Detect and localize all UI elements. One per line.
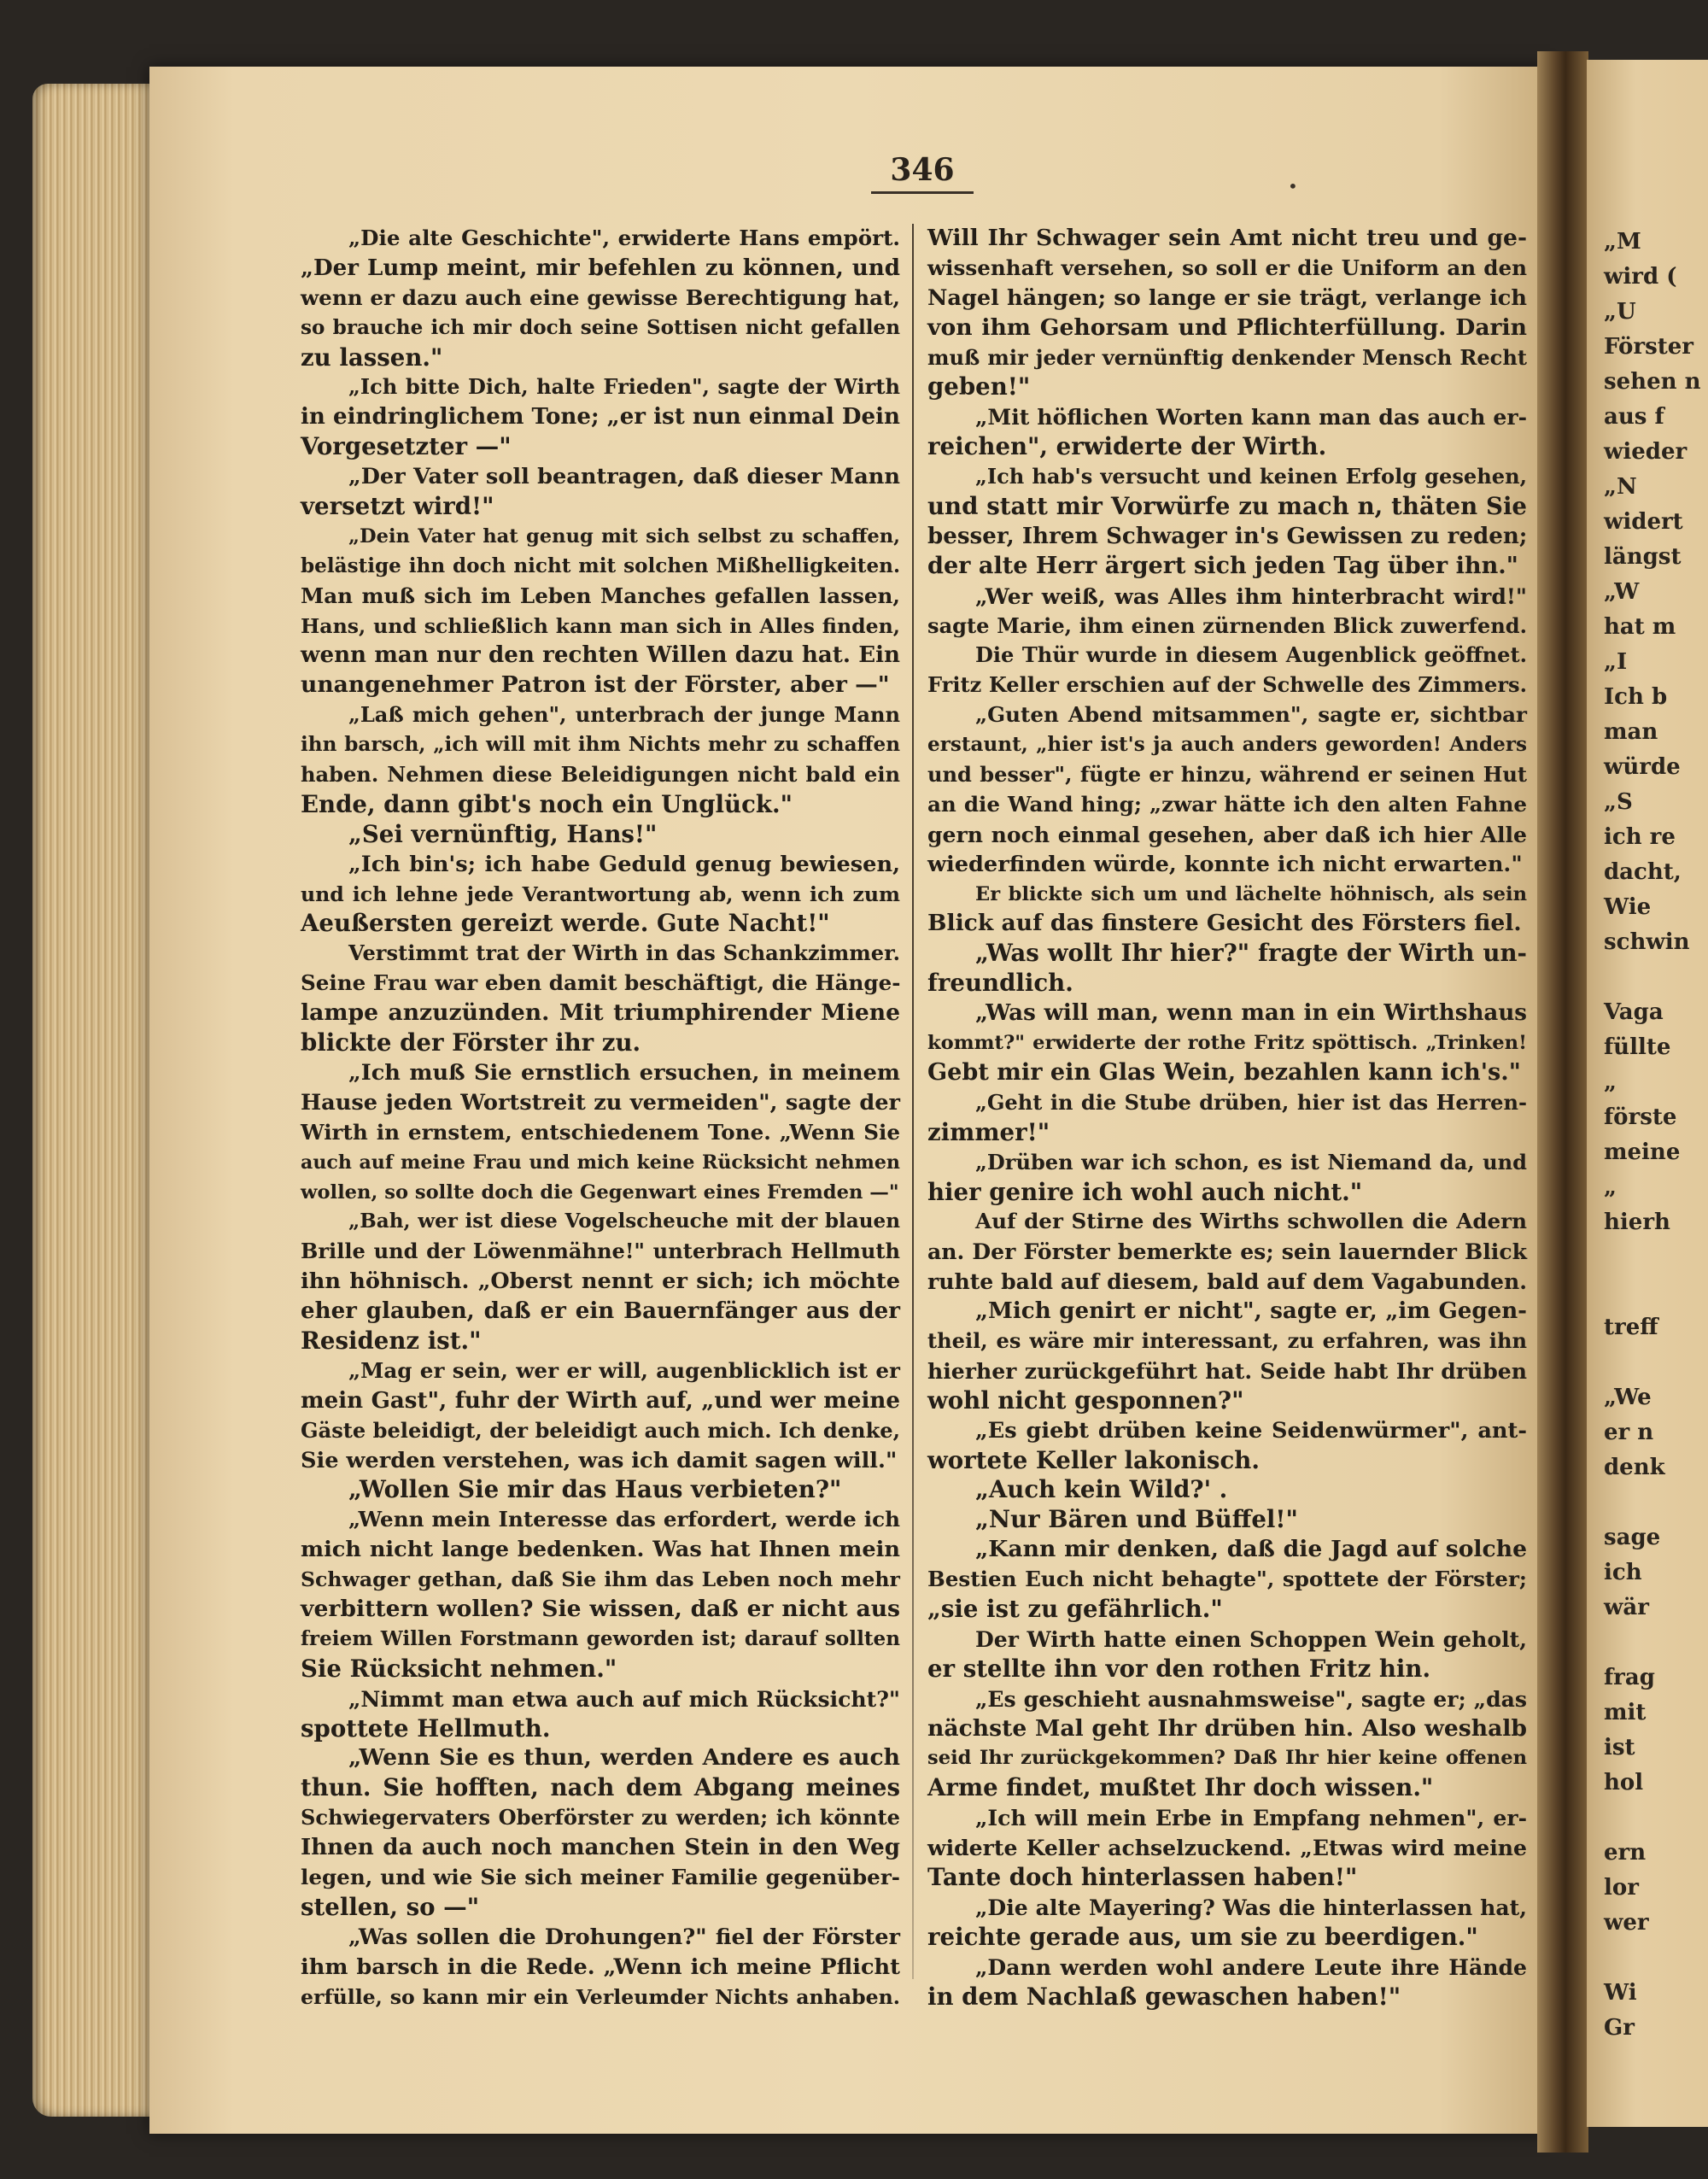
text-line: „sie ist zu gefährlich." [927, 1594, 1223, 1623]
adjacent-page-fragment: Vaga [1604, 999, 1664, 1025]
text-line: stellen, so —" [301, 1892, 480, 1921]
adjacent-page-fragment: „M [1604, 229, 1641, 255]
adjacent-page-fragment: „N [1604, 474, 1637, 500]
text-line: reichte gerade aus, um sie zu beerdigen." [927, 1922, 1478, 1951]
adjacent-page-fragment: hol [1604, 1770, 1644, 1795]
text-line: Will Ihr Schwager sein Amt nicht treu und ge- [927, 225, 1527, 251]
text-line: wenn er dazu auch eine gewisse Berechtigung hat, [301, 284, 900, 310]
text-line: versetzt wird!" [301, 492, 494, 521]
text-line: „Bah, wer ist diese Vogelscheuche mit der blauen [348, 1210, 900, 1233]
text-line: verbittern wollen? Sie wissen, daß er nicht aus [301, 1595, 900, 1622]
text-line: Ihnen da auch noch manchen Stein in den Weg [301, 1834, 900, 1861]
text-line: muß mir jeder vernünftig denkender Mensch Recht [927, 344, 1527, 370]
text-line: Bestien Euch nicht behagte", spottete der Förster; [927, 1567, 1527, 1592]
text-line: wissenhaft versehen, so soll er die Uniform an den [927, 255, 1527, 280]
text-line: hierher zurückgeführt hat. Seide habt Ihr drüben [927, 1357, 1527, 1384]
text-column-right [927, 224, 1527, 2012]
text-line: Arme findet, mußtet Ihr doch wissen." [927, 1773, 1434, 1802]
text-line: besser, Ihrem Schwager in's Gewissen zu reden; [927, 522, 1528, 549]
adjacent-page-fragment: ern [1604, 1840, 1647, 1866]
adjacent-page-fragment: Förster [1604, 334, 1693, 360]
text-line: „Laß mich gehen", unterbrach der junge Mann [348, 702, 900, 728]
adjacent-page-fragment: ich re [1604, 824, 1676, 850]
text-line: und besser", fügte er hinzu, während er seinen Hut [927, 762, 1527, 788]
adjacent-page-fragment: „W [1604, 579, 1640, 605]
text-line: gern noch einmal gesehen, aber daß ich hier Alle [927, 821, 1527, 847]
print-mark: • [1288, 176, 1298, 196]
text-line: mich nicht lange bedenken. Was hat Ihnen mein [301, 1537, 900, 1563]
text-line: Auf der Stirne des Wirths schwollen die Adern [975, 1209, 1527, 1234]
text-line: widerte Keller achselzuckend. „Etwas wird meine [927, 1835, 1527, 1861]
text-line: „Was wollt Ihr hier?" fragte der Wirth un- [975, 939, 1527, 968]
text-line: „Was sollen die Drohungen?" fiel der Förster [348, 1924, 900, 1950]
text-line: „Mich genirt er nicht", sagte er, „im Gegen- [975, 1297, 1527, 1325]
text-line: Residenz ist." [301, 1326, 482, 1355]
text-line: wiederfinden würde, konnte ich nicht erwarten." [927, 851, 1523, 877]
text-line: Vorgesetzter —" [301, 432, 512, 461]
text-line: belästige ihn doch nicht mit solchen Mißhelligkeiten. [301, 554, 900, 577]
text-line: Gäste beleidigt, der beleidigt auch mich. Ich denke, [301, 1417, 900, 1443]
text-line: „Mit höflichen Worten kann man das auch er- [975, 404, 1527, 431]
adjacent-page-fragment: „S [1604, 789, 1633, 815]
text-line: „Mag er sein, wer er will, augenblicklich ist er [348, 1357, 900, 1383]
text-line: Er blickte sich um und lächelte höhnisch, als sein [975, 882, 1527, 905]
adjacent-page-fragment: längst [1604, 544, 1682, 570]
text-line: „Es giebt drüben keine Seidenwürmer", ant- [975, 1417, 1527, 1444]
text-line: mein Gast", fuhr der Wirth auf, „und wer meine [301, 1386, 900, 1414]
text-line: „Ich will mein Erbe in Empfang nehmen", er- [975, 1805, 1527, 1831]
text-line: „Der Lump meint, mir befehlen zu können, und [301, 254, 900, 281]
adjacent-page-fragment: Gr [1604, 2015, 1635, 2041]
column-divider [912, 224, 914, 1979]
text-line: freundlich. [927, 969, 1073, 998]
text-line: an die Wand hing; „zwar hätte ich den alten Fahne [927, 791, 1527, 817]
adjacent-page-fragment: hat m [1604, 614, 1676, 640]
text-line: theil, es wäre mir interessant, zu erfahren, was ihn [927, 1327, 1527, 1353]
adjacent-page-fragment: lor [1604, 1875, 1639, 1901]
text-column-left [301, 224, 900, 2012]
adjacent-page-fragment: hierh [1604, 1210, 1670, 1235]
adjacent-page-fragment: wär [1604, 1595, 1649, 1620]
text-line: „Die alte Geschichte", erwiderte Hans empört. [348, 226, 900, 250]
adjacent-page-fragment: man [1604, 719, 1658, 745]
text-line: hier genire ich wohl auch nicht." [927, 1177, 1363, 1206]
text-line: „Geht in die Stube drüben, hier ist das Herren- [975, 1089, 1527, 1115]
book-gutter [1537, 51, 1588, 2153]
text-line: wohl nicht gesponnen?" [927, 1385, 1244, 1415]
text-line: spottete Hellmuth. [301, 1713, 551, 1743]
adjacent-page-fragment: denk [1604, 1455, 1665, 1480]
text-line: Ende, dann gibt's noch ein Unglück." [301, 789, 793, 818]
text-line: Gebt mir ein Glas Wein, bezahlen kann ich's." [927, 1058, 1521, 1086]
text-line: zimmer!" [927, 1117, 1050, 1146]
text-line: ihn höhnisch. „Oberst nennt er sich; ich möchte [301, 1268, 900, 1295]
text-line: „Der Vater soll beantragen, daß dieser Mann [348, 464, 900, 490]
text-line: blickte der Förster ihr zu. [301, 1028, 641, 1057]
page-stack-edges [32, 84, 161, 2117]
adjacent-page-fragment: ich [1604, 1560, 1642, 1585]
text-line: Sie werden verstehen, was ich damit sagen will." [301, 1447, 898, 1473]
adjacent-page-fragment: frag [1604, 1665, 1655, 1690]
adjacent-page-fragment: würde [1604, 754, 1681, 780]
text-line: „Sei vernünftig, Hans!" [348, 819, 658, 848]
text-line: seid Ihr zurückgekommen? Daß Ihr hier keine offenen [927, 1747, 1527, 1770]
adjacent-page-fragment: Ich b [1604, 684, 1668, 710]
text-line: von ihm Gehorsam und Pflichterfüllung. Darin [927, 313, 1527, 341]
text-line: wenn man nur den rechten Willen dazu hat. Ein [301, 641, 900, 669]
text-line: Der Wirth hatte einen Schoppen Wein geholt, [975, 1625, 1527, 1652]
text-line: geben!" [927, 372, 1031, 401]
adjacent-page-fragment: wer [1604, 1910, 1649, 1936]
adjacent-page-fragment: treff [1604, 1315, 1658, 1340]
text-line: wollen, so sollte doch die Gegenwart eines Fremden —" [301, 1180, 899, 1204]
text-line: ihm barsch in die Rede. „Wenn ich meine Pflicht [301, 1953, 900, 1980]
text-line: in dem Nachlaß gewaschen haben!" [927, 1982, 1401, 2011]
text-line: thun. Sie hofften, nach dem Abgang meines [301, 1773, 900, 1802]
text-line: ruhte bald auf diesem, bald auf dem Vagabunden. [927, 1268, 1527, 1295]
text-line: „Auch kein Wild?' . [975, 1475, 1228, 1504]
text-line: nächste Mal geht Ihr drüben hin. Also weshalb [927, 1714, 1527, 1742]
text-line: Hans, und schließlich kann man sich in Alles finden, [301, 613, 900, 638]
text-line: „Wenn mein Interesse das erfordert, werde ich [348, 1507, 900, 1532]
adjacent-page-fragment: ist [1604, 1735, 1635, 1760]
text-line: „Ich bin's; ich habe Geduld genug bewiesen, [348, 851, 900, 877]
adjacent-page-fragment: wird ( [1604, 264, 1677, 290]
adjacent-page-fragment: „I [1604, 649, 1628, 675]
text-line: kommt?" erwiderte der rothe Fritz spöttisch. „Trinken! [927, 1032, 1527, 1055]
text-line: „Drüben war ich schon, es ist Niemand da, und [975, 1149, 1527, 1174]
adjacent-page-fragment: „U [1604, 299, 1636, 325]
text-line: „Dann werden wohl andere Leute ihre Hände [975, 1953, 1527, 1980]
adjacent-page-fragment: wieder [1604, 439, 1688, 465]
text-line: zu lassen." [301, 343, 443, 372]
text-line: Man muß sich im Leben Manches gefallen lassen, [301, 583, 900, 608]
page-number: 346 [871, 152, 974, 194]
text-line: „Guten Abend mitsammen", sagte er, sichtbar [975, 702, 1527, 728]
text-line: „Wenn Sie es thun, werden Andere es auch [348, 1744, 900, 1772]
text-line: legen, und wie Sie sich meiner Familie gegenüber- [301, 1864, 900, 1889]
text-line: Nagel hängen; so lange er sie trägt, verlange ich [927, 284, 1527, 311]
text-line: Aeußersten gereizt werde. Gute Nacht!" [301, 909, 830, 938]
text-line: und statt mir Vorwürfe zu mach n, thäten Sie [927, 492, 1527, 521]
text-line: „Nur Bären und Büffel!" [975, 1505, 1298, 1534]
adjacent-page-fragment: sehen n [1604, 369, 1701, 395]
text-line: „Wollen Sie mir das Haus verbieten?" [348, 1475, 842, 1504]
text-line: der alte Herr ärgert sich jeden Tag über ihn." [927, 552, 1518, 579]
adjacent-page-fragment: widert [1604, 509, 1683, 535]
text-line: „Was will man, wenn man in ein Wirthshaus [975, 999, 1527, 1027]
text-line: eher glauben, daß er ein Bauernfänger aus der [301, 1297, 900, 1325]
text-line: „Ich bitte Dich, halte Frieden", sagte der Wirth [348, 374, 900, 400]
text-line: Seine Frau war eben damit beschäftigt, die Hänge- [301, 970, 901, 996]
adjacent-page-fragment: „ [1604, 1174, 1617, 1200]
adjacent-page-edge [1587, 60, 1708, 2127]
text-line: auch auf meine Frau und mich keine Rücksicht nehmen [301, 1151, 900, 1174]
adjacent-page-fragment: mit [1604, 1700, 1647, 1725]
text-line: so brauche ich mir doch seine Sottisen nicht gefallen [301, 315, 900, 339]
text-line: haben. Nehmen diese Beleidigungen nicht bald ein [301, 762, 900, 788]
text-line: sagte Marie, ihm einen zürnenden Blick zuwerfend. [927, 612, 1527, 638]
text-line: „Kann mir denken, daß die Jagd auf solche [975, 1536, 1527, 1563]
text-line: unangenehmer Patron ist der Förster, aber —" [301, 671, 890, 699]
adjacent-page-fragment: „We [1604, 1385, 1652, 1410]
text-line: „Es geschieht ausnahmsweise", sagte er; „das [975, 1685, 1527, 1712]
adjacent-page-fragment: er n [1604, 1420, 1654, 1445]
text-line: in eindringlichem Tone; „er ist nun einmal Dein [301, 403, 900, 431]
adjacent-page-fragment: förste [1604, 1104, 1677, 1130]
text-line: erstaunt, „hier ist's ja auch anders geworden! Anders [927, 733, 1527, 757]
text-line: „Dein Vater hat genug mit sich selbst zu schaffen, [348, 524, 900, 548]
text-line: Blick auf das finstere Gesicht des Försters fiel. [927, 910, 1522, 937]
text-line: „Die alte Mayering? Was die hinterlassen hat, [975, 1894, 1527, 1920]
adjacent-page-fragment: schwin [1604, 929, 1690, 955]
text-line: Wirth in ernstem, entschiedenem Tone. „Wenn Sie [301, 1119, 900, 1145]
text-line: an. Der Förster bemerkte es; sein lauernder Blick [927, 1239, 1527, 1265]
text-line: Fritz Keller erschien auf der Schwelle des Zimmers. [927, 672, 1527, 698]
adjacent-page-fragment: dacht, [1604, 859, 1682, 885]
text-line: Schwager gethan, daß Sie ihm das Leben noch mehr [301, 1567, 900, 1592]
text-line: „Ich hab's versucht und keinen Erfolg gesehen, [975, 464, 1527, 489]
text-line: Schwiegervaters Oberförster zu werden; ich könnte [301, 1805, 900, 1830]
text-line: er stellte ihn vor den rothen Fritz hin. [927, 1654, 1431, 1683]
adjacent-page-fragment: füllte [1604, 1034, 1671, 1060]
text-line: Die Thür wurde in diesem Augenblick geöffnet. [975, 642, 1527, 668]
adjacent-page-fragment: aus f [1604, 404, 1664, 430]
text-line: ihn barsch, „ich will mit ihm Nichts mehr zu schaffen [301, 733, 900, 757]
text-line: Brille und der Löwenmähne!" unterbrach Hellmuth [301, 1239, 900, 1264]
text-line: und ich lehne jede Verantwortung ab, wenn ich zum [301, 882, 900, 906]
text-line: Verstimmt trat der Wirth in das Schankzimmer. [348, 940, 900, 966]
text-line: lampe anzuzünden. Mit triumphirender Miene [301, 999, 900, 1027]
text-line: reichen", erwiderte der Wirth. [927, 432, 1327, 461]
text-line: freiem Willen Forstmann geworden ist; darauf sollten [301, 1626, 900, 1650]
text-line: Tante doch hinterlassen haben!" [927, 1862, 1358, 1891]
text-line: „Ich muß Sie ernstlich ersuchen, in meinem [348, 1059, 900, 1086]
adjacent-page-fragment: meine [1604, 1139, 1681, 1165]
adjacent-page-fragment: Wi [1604, 1980, 1637, 2006]
text-line: Sie Rücksicht nehmen." [301, 1654, 617, 1683]
adjacent-page-fragment: Wie [1604, 894, 1652, 920]
text-line: Hause jeden Wortstreit zu vermeiden", sagte der [301, 1089, 900, 1116]
adjacent-page-fragment: „ [1604, 1069, 1617, 1095]
adjacent-page-fragment: sage [1604, 1525, 1661, 1550]
text-line: erfülle, so kann mir ein Verleumder Nichts anhaben. [301, 1984, 900, 2009]
text-line: „Nimmt man etwa auch auf mich Rücksicht?" [348, 1685, 900, 1712]
text-line: wortete Keller lakonisch. [927, 1445, 1260, 1474]
text-line: „Wer weiß, was Alles ihm hinterbracht wird!" [975, 583, 1527, 609]
